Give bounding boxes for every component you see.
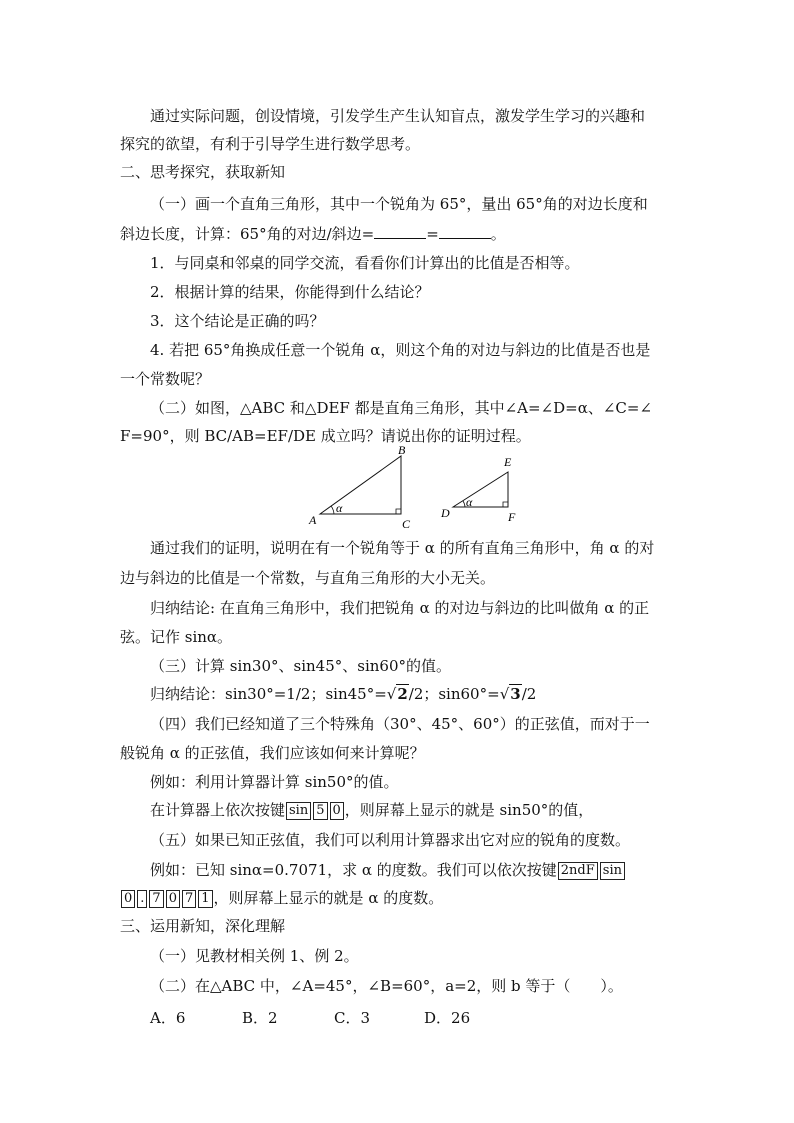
calculator-text-b: ，则屏幕上显示的就是 sin50°的值， xyxy=(344,801,594,819)
task-2-line-2: F=90°，则 BC/AB=EF/DE 成立吗？请说出你的证明过程。 xyxy=(120,427,531,445)
question-4-line-1: 4. 若把 65°角换成任意一个锐角 α，则这个角的对边与斜边的比值是否也是 xyxy=(150,341,651,359)
key-0-c: 0 xyxy=(166,890,180,908)
sine-definition-line-2: 弦。记作 sinα。 xyxy=(120,628,233,646)
label-e: E xyxy=(504,455,512,469)
task-1-text: 斜边长度，计算：65°角的对边/斜边= xyxy=(120,225,375,243)
inverse-example-line-2 xyxy=(120,888,443,908)
key-7-b: 7 xyxy=(182,890,196,908)
key-7-a: 7 xyxy=(149,890,163,908)
choice-c: C．3 xyxy=(334,1009,371,1027)
triangle-figure xyxy=(300,444,530,530)
proof-summary-line-2: 边与斜边的比值是一个常数，与直角三角形的大小无关。 xyxy=(120,569,496,587)
label-alpha-1: α xyxy=(336,501,343,515)
key-2ndf: 2ndF xyxy=(558,862,598,880)
question-1: 1．与同桌和邻桌的同学交流，看看你们计算出的比值是否相等。 xyxy=(150,254,580,272)
special-values-text-b: /2；sin60°= xyxy=(408,685,500,703)
label-d: D xyxy=(441,506,450,520)
choice-b: B．2 xyxy=(242,1009,278,1027)
key-5: 5 xyxy=(313,802,327,820)
sine-definition-line-1: 归纳结论: 在直角三角形中，我们把锐角 α 的对边与斜边的比叫做角 α 的正 xyxy=(150,599,650,617)
special-values-text-c: /2 xyxy=(521,685,537,703)
task-4-line-2: 般锐角 α 的正弦值，我们应该如何来计算呢？ xyxy=(120,744,425,762)
task-3: （三）计算 sin30°、sin45°、sin60°的值。 xyxy=(150,657,451,675)
label-f: F xyxy=(508,510,516,524)
key-sin: sin xyxy=(286,802,311,820)
equals-sign: = xyxy=(426,225,439,243)
inverse-example-result: ，则屏幕上显示的就是 α 的度数。 xyxy=(213,889,444,907)
question-2: 2．根据计算的结果，你能得到什么结论？ xyxy=(150,283,430,301)
right-angle-f xyxy=(503,502,508,507)
angle-arc-a xyxy=(331,506,334,514)
inverse-example-text: 例如：已知 sinα=0.7071，求 α 的度数。我们可以依次按键 xyxy=(150,861,557,879)
question-4-line-2: 一个常数呢？ xyxy=(120,370,211,388)
angle-arc-d xyxy=(463,501,465,507)
label-c: C xyxy=(402,517,411,530)
triangles-svg xyxy=(300,444,530,530)
inverse-example-line-1 xyxy=(150,860,626,880)
right-angle-c xyxy=(396,509,401,514)
answer-blank-1 xyxy=(374,224,426,239)
intro-line-2: 探究的欲望，有利于引导学生进行数学思考。 xyxy=(120,135,421,153)
example-sin50: 例如：利用计算器计算 sin50°的值。 xyxy=(150,773,399,791)
choice-d: D．26 xyxy=(424,1009,471,1027)
key-0: 0 xyxy=(330,802,344,820)
choice-a: A．6 xyxy=(150,1009,186,1027)
triangle-def xyxy=(453,472,508,507)
label-alpha-2: α xyxy=(466,495,473,509)
triangle-abc xyxy=(320,456,401,514)
question-3: 3．这个结论是正确的吗？ xyxy=(150,312,325,330)
special-values-text-a: 归纳结论：sin30°=1/2；sin45°= xyxy=(150,685,387,703)
key-dot: . xyxy=(137,890,147,908)
period: 。 xyxy=(490,225,506,243)
textbook-reference: （一）见教材相关例 1、例 2。 xyxy=(150,947,359,965)
sqrt-3: √3 xyxy=(499,685,521,703)
task-1-line-2 xyxy=(120,224,506,244)
exercise-question: （二）在△ABC 中，∠A=45°，∠B=60°，a=2，则 b 等于（ ）。 xyxy=(150,977,623,995)
task-5: （五）如果已知正弦值，我们可以利用计算器求出它对应的锐角的度数。 xyxy=(150,831,631,849)
section-3-heading: 三、运用新知，深化理解 xyxy=(120,917,286,935)
task-4-line-1: （四）我们已经知道了三个特殊角（30°、45°、60°）的正弦值，而对于一 xyxy=(150,715,650,733)
calculator-keys-line xyxy=(150,800,593,820)
sqrt-2: √2 xyxy=(386,685,408,703)
key-sin-2: sin xyxy=(600,862,625,880)
key-0-b: 0 xyxy=(121,890,135,908)
task-1-line-1: （一）画一个直角三角形，其中一个锐角为 65°，量出 65°角的对边长度和 xyxy=(150,195,648,213)
task-2-line-1: （二）如图，△ABC 和△DEF 都是直角三角形，其中∠A=∠D=α、∠C=∠ xyxy=(150,399,653,417)
label-b: B xyxy=(398,444,406,457)
key-1: 1 xyxy=(198,890,212,908)
section-2-heading: 二、思考探究，获取新知 xyxy=(120,163,286,181)
calculator-text-a: 在计算器上依次按键 xyxy=(150,801,286,819)
intro-line-1: 通过实际问题，创设情境，引发学生产生认知盲点，激发学生学习的兴趣和 xyxy=(150,107,646,125)
special-values-line xyxy=(150,684,536,704)
label-a: A xyxy=(309,513,317,527)
answer-blank-2 xyxy=(439,224,491,239)
proof-summary-line-1: 通过我们的证明，说明在有一个锐角等于 α 的所有直角三角形中，角 α 的对 xyxy=(150,539,655,557)
